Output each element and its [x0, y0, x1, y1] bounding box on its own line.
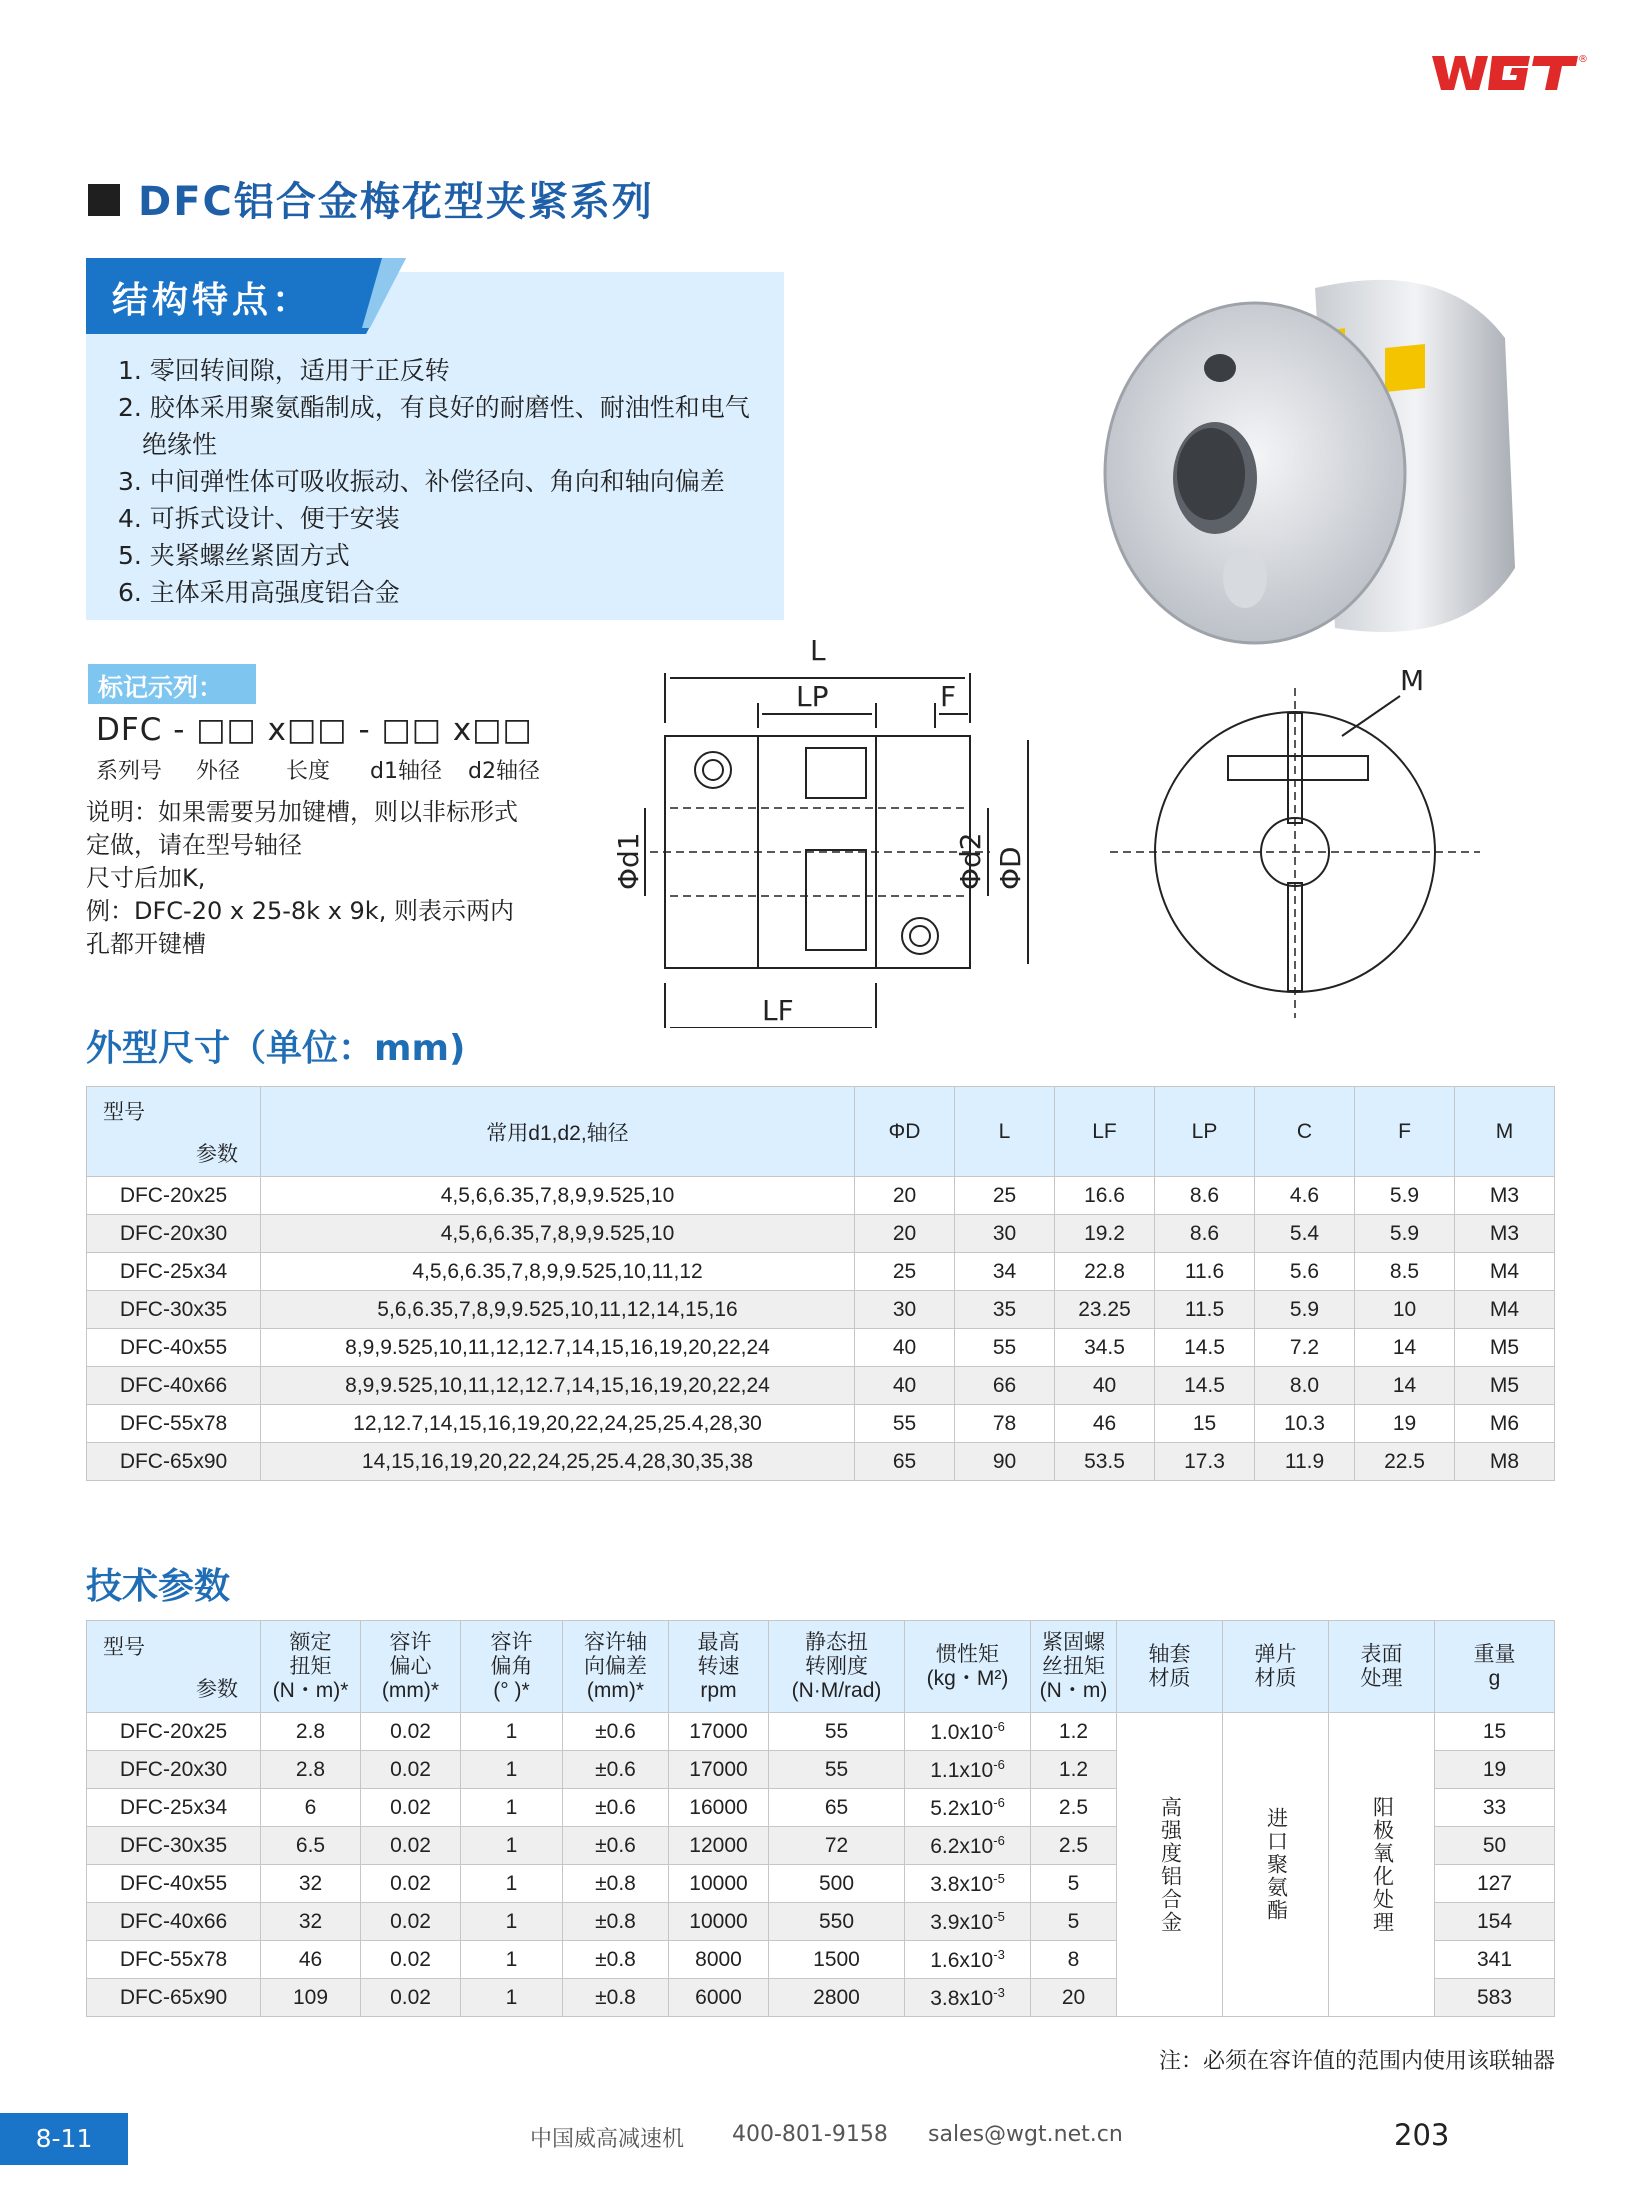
table-cell: 1500	[769, 1941, 905, 1979]
table-cell: 1	[461, 1941, 563, 1979]
table-cell: M3	[1455, 1215, 1555, 1253]
column-header: L	[955, 1087, 1055, 1177]
table-row	[87, 1713, 1555, 1751]
title-marker	[88, 184, 120, 216]
label-series: 系列号	[96, 759, 163, 784]
corner-model: 型号	[103, 1100, 145, 1124]
header-line: 偏心	[389, 1654, 432, 1678]
column-header: LP	[1155, 1087, 1255, 1177]
header-line: 容许	[389, 1630, 432, 1654]
inertia-mantissa: 3.8x10	[930, 1986, 994, 2010]
merged-surface: 阳极氧化处理	[1329, 1713, 1435, 2017]
header-line: 向偏差	[584, 1654, 647, 1678]
table-cell: 5	[1031, 1865, 1117, 1903]
corner-param: 参数	[196, 1142, 238, 1166]
table-cell: 341	[1435, 1941, 1555, 1979]
table-cell: 0.02	[361, 1903, 461, 1941]
table-cell: 8000	[669, 1941, 769, 1979]
table-cell: 8,9,9.525,10,11,12,12.7,14,15,16,19,20,22,24	[261, 1367, 855, 1405]
table-cell: 15	[1155, 1405, 1255, 1443]
header-line: 处理	[1360, 1666, 1403, 1690]
list-item: 5. 夹紧螺丝紧固方式	[118, 541, 350, 570]
table-cell: 5.9	[1355, 1177, 1455, 1215]
marking-code: DFC - □□ x□□ - □□ x□□	[96, 712, 533, 748]
column-header	[563, 1621, 669, 1713]
table-cell: 8,9,9.525,10,11,12,12.7,14,15,16,19,20,22,24	[261, 1329, 855, 1367]
table-cell: 10000	[669, 1865, 769, 1903]
table-cell: ±0.8	[563, 1865, 669, 1903]
footer-company: 中国威高减速机	[530, 2127, 685, 2152]
list-item: 3. 中间弹性体可吸收振动、补偿径向、角向和轴向偏差	[118, 467, 725, 496]
table-cell: DFC-30x35	[87, 1291, 261, 1329]
table-cell: M5	[1455, 1329, 1555, 1367]
table-cell: 10	[1355, 1291, 1455, 1329]
dimension-drawing	[610, 628, 1610, 1028]
column-header: M	[1455, 1087, 1555, 1177]
header-line: 弹片	[1254, 1642, 1297, 1666]
header-line: (N・m)	[1039, 1678, 1108, 1702]
table-cell: 6.5	[261, 1827, 361, 1865]
label-length: 长度	[286, 759, 331, 784]
header-line: 最高	[697, 1630, 740, 1654]
table-cell: 72	[769, 1827, 905, 1865]
table-cell: 6	[261, 1789, 361, 1827]
table-cell: ±0.8	[563, 1941, 669, 1979]
table-cell: 16.6	[1055, 1177, 1155, 1215]
table-cell: 4,5,6,6.35,7,8,9,9.525,10,11,12	[261, 1253, 855, 1291]
table-cell: 5.9	[1255, 1291, 1355, 1329]
table-cell: 55	[855, 1405, 955, 1443]
table-cell: 5,6,6.35,7,8,9,9.525,10,11,12,14,15,16	[261, 1291, 855, 1329]
column-header	[1117, 1621, 1223, 1713]
inertia-cell	[905, 1789, 1031, 1827]
table-cell: 11.5	[1155, 1291, 1255, 1329]
table-cell: 127	[1435, 1865, 1555, 1903]
header-line: 紧固螺	[1042, 1630, 1105, 1654]
inertia-exponent: -3	[993, 1946, 1005, 1962]
features-heading: 结构特点：	[112, 280, 313, 321]
table-cell: 1	[461, 1751, 563, 1789]
header-line: rpm	[700, 1678, 737, 1702]
table-cell: 32	[261, 1865, 361, 1903]
inertia-exponent: -6	[993, 1756, 1005, 1772]
table-cell: 1	[461, 1827, 563, 1865]
inertia-mantissa: 1.1x10	[930, 1758, 994, 1782]
table-cell: 1.2	[1031, 1713, 1117, 1751]
note-line: 定做，请在型号轴径	[86, 831, 302, 859]
table-cell: ±0.6	[563, 1713, 669, 1751]
table-row	[87, 1253, 1555, 1291]
table-cell: 40	[855, 1329, 955, 1367]
table-row	[87, 1329, 1555, 1367]
table-cell: 11.6	[1155, 1253, 1255, 1291]
inertia-mantissa: 6.2x10	[930, 1834, 994, 1858]
table-cell: 40	[855, 1367, 955, 1405]
table-cell: 22.8	[1055, 1253, 1155, 1291]
table-cell: 46	[261, 1941, 361, 1979]
table-cell: 5.4	[1255, 1215, 1355, 1253]
table-cell: 19.2	[1055, 1215, 1155, 1253]
table-cell: M4	[1455, 1253, 1555, 1291]
table-cell: 46	[1055, 1405, 1155, 1443]
list-item: 6. 主体采用高强度铝合金	[118, 578, 400, 607]
table-cell: ±0.6	[563, 1789, 669, 1827]
table-cell: 1	[461, 1979, 563, 2017]
dimensions-table	[86, 1086, 1555, 1481]
table-cell: 109	[261, 1979, 361, 2017]
coupling-product-image	[1085, 258, 1605, 658]
header-line: 容许	[490, 1630, 533, 1654]
inertia-cell	[905, 1865, 1031, 1903]
dim-label-M: M	[1400, 664, 1425, 697]
column-header	[261, 1621, 361, 1713]
merged-spider-material: 进口聚氨酯	[1223, 1713, 1329, 2017]
table-cell: 1	[461, 1865, 563, 1903]
header-line: 转速	[697, 1654, 740, 1678]
table-cell: 5	[1031, 1903, 1117, 1941]
corner-model: 型号	[103, 1635, 145, 1659]
table-cell: 1.2	[1031, 1751, 1117, 1789]
note-line: 孔都开键槽	[86, 930, 206, 958]
merged-sleeve-material: 高强度铝合金	[1117, 1713, 1223, 2017]
features-list	[118, 352, 768, 611]
table-cell: 6000	[669, 1979, 769, 2017]
inertia-cell	[905, 1979, 1031, 2017]
table-cell: 50	[1435, 1827, 1555, 1865]
table-cell: 0.02	[361, 1865, 461, 1903]
table-cell: 78	[955, 1405, 1055, 1443]
table-cell: 2800	[769, 1979, 905, 2017]
column-header: LF	[1055, 1087, 1155, 1177]
label-d2: d2轴径	[468, 759, 540, 784]
table-cell: 550	[769, 1903, 905, 1941]
marking-tag: 标记示列：	[88, 664, 256, 704]
table-cell: 55	[769, 1751, 905, 1789]
table-cell: ±0.6	[563, 1751, 669, 1789]
table-cell: DFC-20x25	[87, 1177, 261, 1215]
table-cell: DFC-40x55	[87, 1865, 261, 1903]
table-cell: M3	[1455, 1177, 1555, 1215]
dimensions-heading: 外型尺寸（单位：mm)	[86, 1028, 466, 1069]
header-line: 偏角	[490, 1654, 533, 1678]
table-cell: 154	[1435, 1903, 1555, 1941]
header-line: 轴套	[1148, 1642, 1191, 1666]
table-cell: 65	[855, 1443, 955, 1481]
table-cell: 2.8	[261, 1751, 361, 1789]
header-line: 静态扭	[805, 1630, 868, 1654]
table-cell: 23.25	[1055, 1291, 1155, 1329]
table-cell: 22.5	[1355, 1443, 1455, 1481]
table-cell: 17000	[669, 1713, 769, 1751]
table-cell: 30	[855, 1291, 955, 1329]
table-cell: 8.0	[1255, 1367, 1355, 1405]
table-cell: 8.6	[1155, 1177, 1255, 1215]
table-cell: 20	[1031, 1979, 1117, 2017]
table-row	[87, 1291, 1555, 1329]
table-cell: 55	[955, 1329, 1055, 1367]
inertia-exponent: -3	[993, 1984, 1005, 2000]
inertia-cell	[905, 1751, 1031, 1789]
table-cell: 500	[769, 1865, 905, 1903]
table-cell: 55	[769, 1713, 905, 1751]
table-cell: 1	[461, 1903, 563, 1941]
column-header: 常用d1,d2,轴径	[261, 1087, 855, 1177]
table-cell: M5	[1455, 1367, 1555, 1405]
dim-label-L: L	[810, 634, 826, 667]
table-cell: 53.5	[1055, 1443, 1155, 1481]
column-header	[1329, 1621, 1435, 1713]
marking-note	[86, 796, 606, 961]
column-header: ΦD	[855, 1087, 955, 1177]
table-cell: 8.6	[1155, 1215, 1255, 1253]
table-cell: 34	[955, 1253, 1055, 1291]
header-line: 材质	[1254, 1666, 1297, 1690]
table-row	[87, 1443, 1555, 1481]
table-cell: 5.9	[1355, 1215, 1455, 1253]
tech-note: 注：必须在容许值的范围内使用该联轴器	[1158, 2049, 1555, 2074]
table-cell: 10000	[669, 1903, 769, 1941]
table-cell: 0.02	[361, 1751, 461, 1789]
inertia-mantissa: 1.0x10	[930, 1720, 994, 1744]
header-line: 材质	[1148, 1666, 1191, 1690]
table-cell: DFC-40x66	[87, 1903, 261, 1941]
header-line: (mm)*	[381, 1678, 440, 1702]
note-line: 说明：如果需要另加键槽，则以非标形式	[86, 798, 518, 826]
inertia-exponent: -6	[993, 1794, 1005, 1810]
table-cell: 20	[855, 1215, 955, 1253]
header-line: g	[1488, 1666, 1501, 1690]
column-header	[769, 1621, 905, 1713]
inertia-cell	[905, 1713, 1031, 1751]
table-cell: 2.5	[1031, 1827, 1117, 1865]
table-row	[87, 1367, 1555, 1405]
table-cell: 16000	[669, 1789, 769, 1827]
inertia-mantissa: 5.2x10	[930, 1796, 994, 1820]
tech-heading: 技术参数	[86, 1566, 231, 1607]
table-cell: ±0.8	[563, 1903, 669, 1941]
table-cell: 25	[955, 1177, 1055, 1215]
column-header	[669, 1621, 769, 1713]
table-cell: 1	[461, 1789, 563, 1827]
table-cell: 35	[955, 1291, 1055, 1329]
header-line: 转刚度	[805, 1654, 868, 1678]
table-cell: 65	[769, 1789, 905, 1827]
inertia-exponent: -6	[993, 1718, 1005, 1734]
table-cell: 4,5,6,6.35,7,8,9,9.525,10	[261, 1177, 855, 1215]
note-line: 例：DFC-20 x 25-8k x 9k, 则表示两内	[86, 897, 514, 925]
column-header	[1435, 1621, 1555, 1713]
table-cell: DFC-55x78	[87, 1405, 261, 1443]
table-cell: 0.02	[361, 1713, 461, 1751]
column-header	[1031, 1621, 1117, 1713]
inertia-exponent: -6	[993, 1832, 1005, 1848]
dim-label-D: ΦD	[994, 846, 1027, 890]
dim-label-d2: Φd2	[954, 832, 987, 890]
table-cell: 583	[1435, 1979, 1555, 2017]
header-line: (mm)*	[586, 1678, 645, 1702]
table-cell: 4,5,6,6.35,7,8,9,9.525,10	[261, 1215, 855, 1253]
table-cell: 33	[1435, 1789, 1555, 1827]
inertia-cell	[905, 1903, 1031, 1941]
table-cell: 0.02	[361, 1941, 461, 1979]
table-cell: 17000	[669, 1751, 769, 1789]
column-header: F	[1355, 1087, 1455, 1177]
dim-label-F: F	[940, 680, 957, 713]
header-line: (N·M/rad)	[791, 1678, 882, 1702]
table-cell: 25	[855, 1253, 955, 1291]
header-line: (° )*	[493, 1678, 530, 1702]
table-cell: 10.3	[1255, 1405, 1355, 1443]
inertia-cell	[905, 1827, 1031, 1865]
dim-label-d1: Φd1	[612, 832, 645, 890]
table-cell: 1	[461, 1713, 563, 1751]
table-cell: M6	[1455, 1405, 1555, 1443]
table-cell: DFC-20x30	[87, 1215, 261, 1253]
list-item: 1. 零回转间隙，适用于正反转	[118, 356, 450, 385]
table-cell: DFC-40x66	[87, 1367, 261, 1405]
table-cell: M4	[1455, 1291, 1555, 1329]
header-line: (N・m)*	[272, 1678, 349, 1702]
table-cell: 0.02	[361, 1979, 461, 2017]
header-line: 惯性矩	[936, 1642, 999, 1666]
header-line: 额定	[289, 1630, 332, 1654]
dim-label-LP: LP	[796, 680, 829, 713]
label-d1: d1轴径	[370, 759, 442, 784]
table-corner	[87, 1087, 261, 1177]
inertia-exponent: -5	[993, 1870, 1005, 1886]
column-header	[361, 1621, 461, 1713]
header-line: 丝扭矩	[1042, 1654, 1105, 1678]
corner-param: 参数	[196, 1677, 238, 1701]
inertia-mantissa: 3.9x10	[930, 1910, 994, 1934]
note-line: 尺寸后加K,	[86, 864, 206, 892]
table-cell: 8	[1031, 1941, 1117, 1979]
table-cell: DFC-20x25	[87, 1713, 261, 1751]
column-header	[461, 1621, 563, 1713]
column-header	[1223, 1621, 1329, 1713]
table-cell: 2.8	[261, 1713, 361, 1751]
table-cell: 14.5	[1155, 1367, 1255, 1405]
table-cell: ±0.8	[563, 1979, 669, 2017]
table-cell: 5.6	[1255, 1253, 1355, 1291]
table-cell: 17.3	[1155, 1443, 1255, 1481]
table-cell: 11.9	[1255, 1443, 1355, 1481]
table-cell: 12,12.7,14,15,16,19,20,22,24,25,25.4,28,30	[261, 1405, 855, 1443]
svg-text:®: ®	[1578, 54, 1588, 65]
table-cell: 15	[1435, 1713, 1555, 1751]
table-row	[87, 1215, 1555, 1253]
table-cell: DFC-25x34	[87, 1253, 261, 1291]
table-cell: ±0.6	[563, 1827, 669, 1865]
footer-phone: 400-801-9158	[732, 2122, 888, 2147]
table-cell: DFC-65x90	[87, 1979, 261, 2017]
table-cell: 14	[1355, 1367, 1455, 1405]
table-cell: DFC-30x35	[87, 1827, 261, 1865]
table-cell: 19	[1435, 1751, 1555, 1789]
table-cell: DFC-40x55	[87, 1329, 261, 1367]
inertia-mantissa: 1.6x10	[930, 1948, 994, 1972]
table-corner	[87, 1621, 261, 1713]
inertia-mantissa: 3.8x10	[930, 1872, 994, 1896]
header-line: 表面	[1360, 1642, 1403, 1666]
table-cell: 4.6	[1255, 1177, 1355, 1215]
table-cell: 0.02	[361, 1827, 461, 1865]
table-cell: 32	[261, 1903, 361, 1941]
table-cell: 12000	[669, 1827, 769, 1865]
label-od: 外径	[196, 759, 241, 784]
page-number: 203	[1394, 2118, 1450, 2152]
wgt-logo	[1430, 50, 1590, 96]
footer-email: sales@wgt.net.cn	[928, 2122, 1123, 2147]
table-cell: 7.2	[1255, 1329, 1355, 1367]
tech-table	[86, 1620, 1555, 2017]
table-cell: DFC-65x90	[87, 1443, 261, 1481]
table-cell: 2.5	[1031, 1789, 1117, 1827]
table-row	[87, 1405, 1555, 1443]
table-cell: DFC-20x30	[87, 1751, 261, 1789]
header-line: 容许轴	[584, 1630, 647, 1654]
table-cell: 0.02	[361, 1789, 461, 1827]
table-cell: 20	[855, 1177, 955, 1215]
table-cell: M8	[1455, 1443, 1555, 1481]
list-item: 2. 胶体采用聚氨酯制成，有良好的耐磨性、耐油性和电气绝缘性	[118, 393, 750, 459]
inertia-exponent: -5	[993, 1908, 1005, 1924]
column-header	[905, 1621, 1031, 1713]
list-item: 4. 可拆式设计、便于安装	[118, 504, 400, 533]
dim-label-LF: LF	[762, 994, 794, 1027]
page-title: DFC铝合金梅花型夹紧系列	[138, 179, 654, 225]
table-row	[87, 1177, 1555, 1215]
table-cell: DFC-55x78	[87, 1941, 261, 1979]
table-cell: 14	[1355, 1329, 1455, 1367]
section-page-tag: 8-11	[0, 2113, 128, 2165]
inertia-cell	[905, 1941, 1031, 1979]
column-header: C	[1255, 1087, 1355, 1177]
table-cell: 8.5	[1355, 1253, 1455, 1291]
header-line: (kg・M²)	[926, 1666, 1009, 1690]
table-cell: 90	[955, 1443, 1055, 1481]
header-line: 扭矩	[289, 1654, 332, 1678]
table-cell: DFC-25x34	[87, 1789, 261, 1827]
table-cell: 19	[1355, 1405, 1455, 1443]
header-line: 重量	[1473, 1642, 1516, 1666]
table-cell: 14.5	[1155, 1329, 1255, 1367]
table-cell: 14,15,16,19,20,22,24,25,25.4,28,30,35,38	[261, 1443, 855, 1481]
table-cell: 40	[1055, 1367, 1155, 1405]
table-cell: 30	[955, 1215, 1055, 1253]
table-cell: 34.5	[1055, 1329, 1155, 1367]
table-cell: 66	[955, 1367, 1055, 1405]
